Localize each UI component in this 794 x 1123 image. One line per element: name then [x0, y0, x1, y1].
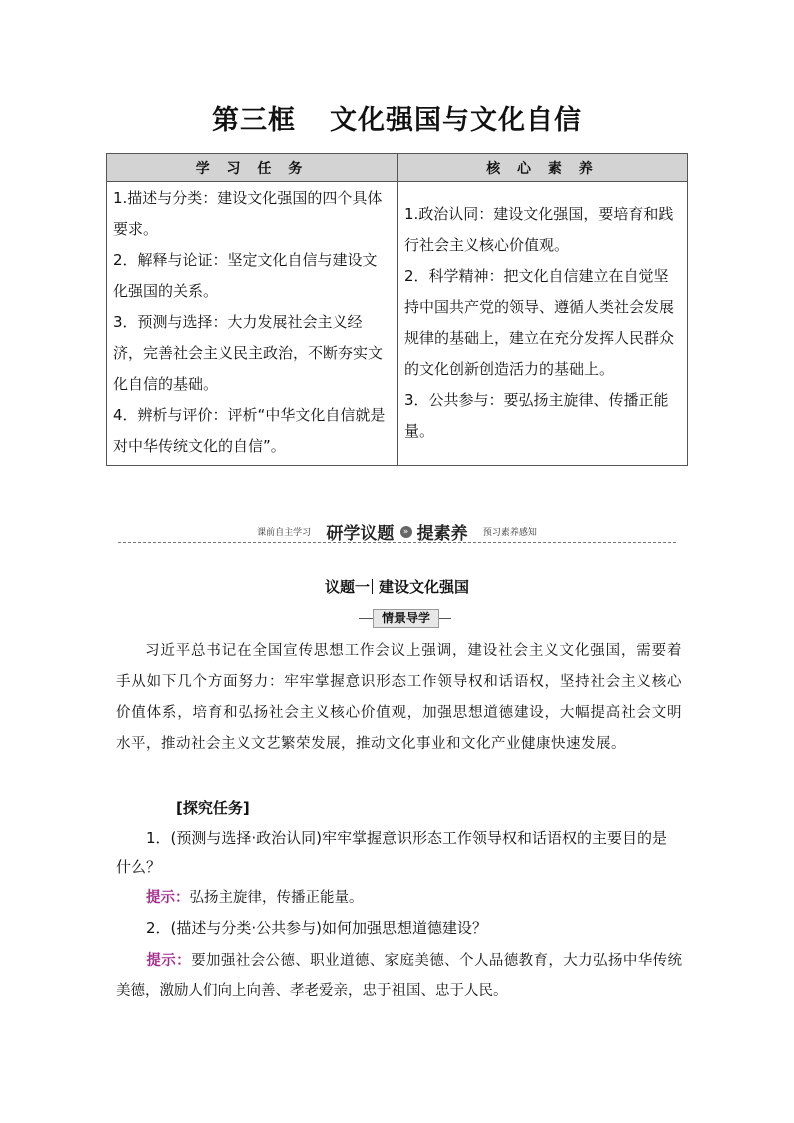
title-section: 第三框	[212, 105, 296, 136]
banner-title-1: 研学议题	[326, 524, 395, 544]
goals-table	[106, 153, 688, 466]
question-2	[116, 914, 682, 943]
hint-1-text: 弘扬主旋律，传播正能量。	[189, 890, 364, 906]
banner-divider	[118, 538, 676, 543]
literacy-item: 1.政治认同：建设文化强国，要培育和践行社会主义核心价值观。	[404, 204, 674, 254]
hint-1	[116, 883, 682, 913]
banner-right-text: 预习素养感知	[482, 528, 537, 538]
situation-label-text: 情景导学	[373, 609, 439, 628]
situation-label	[359, 609, 451, 627]
double-arrow-icon: »	[400, 526, 412, 538]
task-item: 3．预测与选择：大力发展社会主义经济，完善社会主义民主政治，不断夯实文化自信的基础。	[113, 313, 384, 393]
hint-label: 提示：	[146, 889, 190, 906]
situation-paragraph: 习近平总书记在全国宣传思想工作会议上强调，建设社会主义文化强国，需要着手从如下几个方面努力：牢牢掌握意识形态工作领导权和话语权，坚持社会主义核心价值体系，培育和弘扬社会主义核心价值观，加强思想道德建设，大幅提高社会文明水平，推动社会主义文艺繁荣发展，推动文化事业和文化产业健康快速发展。	[116, 643, 682, 752]
literacy-item: 2．科学精神：把文化自信建立在自觉坚持中国共产党的领导、遵循人类社会发展规律的基础上，建立在充分发挥人民群众的文化创新创造活力的基础上。	[404, 266, 675, 378]
title-text: 文化强国与文化自信	[330, 105, 582, 136]
task-item: 1.描述与分类：建设文化强国的四个具体要求。	[113, 189, 383, 238]
hint-label: 提示：	[146, 952, 192, 969]
task-item: 2．解释与论证：坚定文化自信与建设文化强国的关系。	[113, 251, 378, 300]
core-literacy-cell	[398, 182, 688, 466]
question-1	[116, 824, 682, 882]
banner-left-text: 课前自主学习	[257, 528, 312, 538]
hint-2	[116, 946, 682, 1006]
header-core-literacy: 核 心 素 养	[398, 154, 688, 182]
learning-tasks-cell	[107, 182, 398, 466]
banner-title-2: 提素养	[416, 524, 468, 544]
page-title	[0, 98, 794, 137]
explore-label: [探究任务]	[176, 799, 250, 817]
question-2-text: 2．(描述与分类·公共参与)如何加强思想道德建设？	[146, 919, 488, 937]
literacy-item: 3．公共参与：要弘扬主旋律、传播正能量。	[404, 390, 669, 440]
topic-number: 议题一	[324, 578, 370, 596]
topic-name: 建设文化强国	[379, 578, 470, 596]
header-learning-tasks: 学 习 任 务	[107, 154, 398, 182]
question-1-text: 1．(预测与选择·政治认同)牢牢掌握意识形态工作领导权和话语权的主要目的是什么？	[116, 829, 668, 876]
topic-heading	[0, 576, 794, 597]
task-item: 4．辨析与评价：评析“中华文化自信就是对中华传统文化的自信”。	[113, 406, 386, 455]
hint-2-text: 要加强社会公德、职业道德、家庭美德、个人品德教育，大力弘扬中华传统美德，激励人们向上向善、孝老爱亲，忠于祖国、忠于人民。	[116, 953, 683, 999]
